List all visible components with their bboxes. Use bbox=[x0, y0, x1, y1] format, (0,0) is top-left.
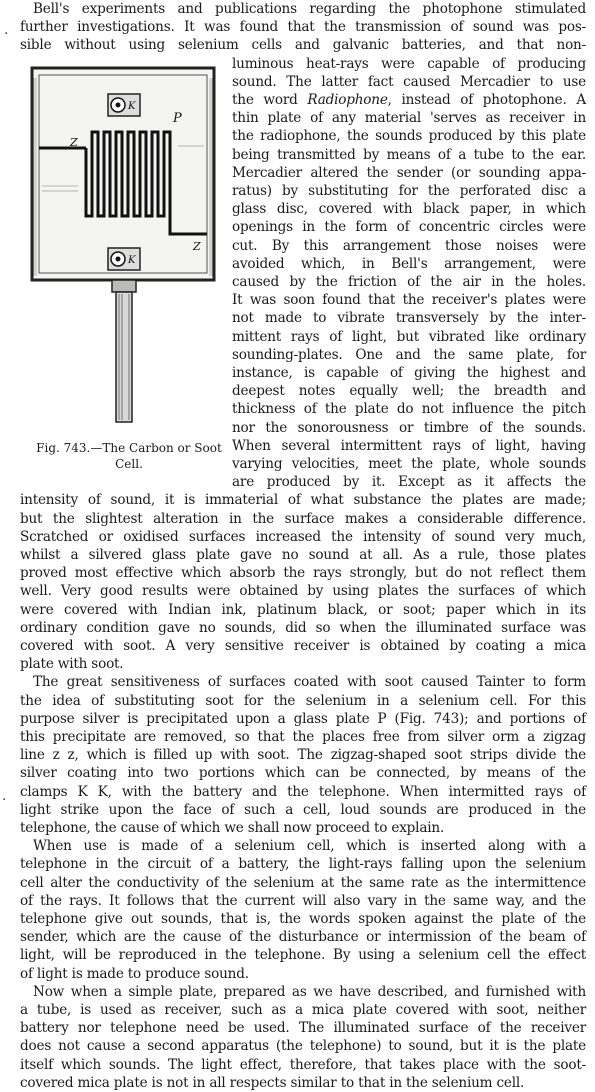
text-line: itself which sounds. The light effect, therefore, that takes place with the soot- bbox=[20, 1056, 586, 1073]
text-line: intensity of sound, it is immaterial of what substance the plates are made; bbox=[20, 492, 586, 509]
text-line: varying velocities, meet the plate, whole sounds bbox=[232, 456, 586, 472]
text-line: deepest notes equally well; the breadth and bbox=[232, 383, 586, 400]
text-line: avoided which, in Bell's arrangement, were bbox=[232, 255, 586, 272]
text-line: mittent rays of light, but vibrated like ordinary bbox=[232, 328, 586, 345]
label-p: P bbox=[173, 111, 182, 126]
text-line: this precipitate are removed, so that the places free from silver orm a zigzag bbox=[20, 729, 586, 745]
text-line: telephone in the circuit of a battery, the light-rays falling upon the selenium bbox=[20, 856, 586, 873]
text-line: ordinary condition gave no sounds, did so when the illuminated surface was bbox=[20, 619, 586, 636]
text-line: the word Radiophone, instead of photophone. A bbox=[232, 92, 586, 108]
soot-cell-illustration bbox=[28, 66, 224, 426]
text-line: plate with soot. bbox=[20, 656, 124, 673]
text-line: caused by the friction of the air in the holes. bbox=[232, 274, 586, 290]
text-line: proved most effective which absorb the rays strongly, but do not reflect them bbox=[20, 565, 586, 582]
text-line: covered with soot. A very sensitive receiver is obtained by coating a mica bbox=[20, 638, 586, 654]
text-line: Bell's experiments and publications regarding the photophone stimulated bbox=[33, 1, 586, 17]
text-line: silver coating into two portions which can be connected, by means of the bbox=[20, 765, 586, 782]
text-line: light strike upon the face of such a cell, loud sounds are produced in the bbox=[20, 801, 586, 818]
text-line: light, will be reproduced in the telephone. By using a selenium cell the effect bbox=[20, 947, 586, 964]
text-line: thickness of the plate do not influence the pitch bbox=[232, 401, 586, 418]
margin-mark: · bbox=[2, 792, 7, 808]
text-line: purpose silver is precipitated upon a glass plate P (Fig. 743); and portions of bbox=[20, 710, 586, 727]
figure-caption: Fig. 743.—The Carbon or Soot Cell. bbox=[36, 441, 222, 471]
label-z-right: Z bbox=[193, 240, 201, 253]
label-z-left: Z bbox=[70, 136, 78, 149]
text-line: telephone, the cause of which we shall now proceed to explain. bbox=[20, 820, 445, 836]
label-k-bottom: K bbox=[128, 255, 136, 266]
text-line: well. Very good results were obtained by using plates the surfaces of which bbox=[20, 583, 586, 600]
text-line: nor the sonorousness or timbre of the sounds. bbox=[232, 419, 586, 436]
text-line: thin plate of any material 'serves as receiver in bbox=[232, 110, 586, 127]
text-line: but the slightest alteration in the surface makes a considerable difference. bbox=[20, 510, 586, 527]
text-line: line z z, which is filled up with soot. The zigzag-shaped soot strips divide the bbox=[20, 747, 586, 764]
text-line: sible without using selenium cells and galvanic batteries, and that non- bbox=[20, 37, 586, 54]
text-line: the idea of substituting soot for the selenium in a selenium cell. For this bbox=[20, 692, 586, 709]
margin-mark: · bbox=[4, 26, 9, 42]
text-line: were covered with Indian ink, platinum black, or soot; paper which in its bbox=[20, 601, 586, 618]
text-line: further investigations. It was found that the transmission of sound was pos- bbox=[20, 19, 586, 36]
text-line: telephone give out sounds, that is, the words spoken against the plate of the bbox=[20, 911, 586, 927]
text-line: does not cause a second apparatus (the telephone) to sound, but it is the plate bbox=[20, 1038, 586, 1055]
text-line: instance, is capable of giving the highest and bbox=[232, 365, 586, 381]
text-line: When several intermittent rays of light, having bbox=[232, 437, 586, 454]
text-line: luminous heat-rays were capable of producing bbox=[232, 55, 586, 72]
text-line: whilst a silvered glass plate gave no sound at all. As a rule, those plates bbox=[20, 547, 586, 563]
text-line: Mercadier altered the sender (or sounding appa- bbox=[232, 164, 586, 181]
text-line: not made to vibrate transversely by the inter- bbox=[232, 310, 586, 327]
text-line: sound. The latter fact caused Mercadier to use bbox=[232, 73, 586, 90]
label-k-top: K bbox=[128, 101, 136, 112]
text-line: sender, which are the cause of the disturbance or intermission of the beam of bbox=[20, 929, 586, 946]
text-line: of the rays. It follows that the current will also vary in the same way, and the bbox=[20, 892, 586, 909]
text-line: Scratched or oxidised surfaces increased the intensity of sound very much, bbox=[20, 528, 586, 545]
text-line: Now when a simple plate, prepared as we have described, and furnished with bbox=[33, 983, 586, 1000]
text-line: a tube, is used as receiver, such as a mica plate covered with soot, neither bbox=[20, 1002, 586, 1018]
text-line: the radiophone, the sounds produced by this plate bbox=[232, 128, 586, 145]
figure-743 bbox=[28, 66, 224, 426]
text-line: cut. By this arrangement those noises were bbox=[232, 237, 586, 254]
text-line: When use is made of a selenium cell, which is inserted along with a bbox=[33, 838, 586, 855]
text-line: covered mica plate is not in all respects similar to that in the selenium cell. bbox=[20, 1074, 525, 1091]
text-line: being transmitted by means of a tube to the ear. bbox=[232, 146, 586, 163]
text-line: are produced by it. Except as it affects the bbox=[232, 474, 586, 491]
text-line: cell alter the conductivity of the selenium at the same rate as the intermittence bbox=[20, 874, 586, 891]
text-line: of light is made to produce sound. bbox=[20, 965, 249, 982]
text-line: glass disc, covered with black paper, in which bbox=[232, 201, 586, 218]
text-line: The great sensitiveness of surfaces coated with soot caused Tainter to form bbox=[33, 674, 586, 691]
text-line: clamps K K, with the battery and the telephone. When intermitted rays of bbox=[20, 783, 586, 800]
text-line: It was soon found that the receiver's plates were bbox=[232, 292, 586, 309]
text-line: ratus) by substituting for the perforated disc a bbox=[232, 183, 586, 199]
text-line: openings in the form of concentric circles were bbox=[232, 219, 586, 236]
text-line: battery nor telephone need be used. The illuminated surface of the receiver bbox=[20, 1020, 586, 1037]
text-line: sounding-plates. One and the same plate, for bbox=[232, 346, 586, 363]
